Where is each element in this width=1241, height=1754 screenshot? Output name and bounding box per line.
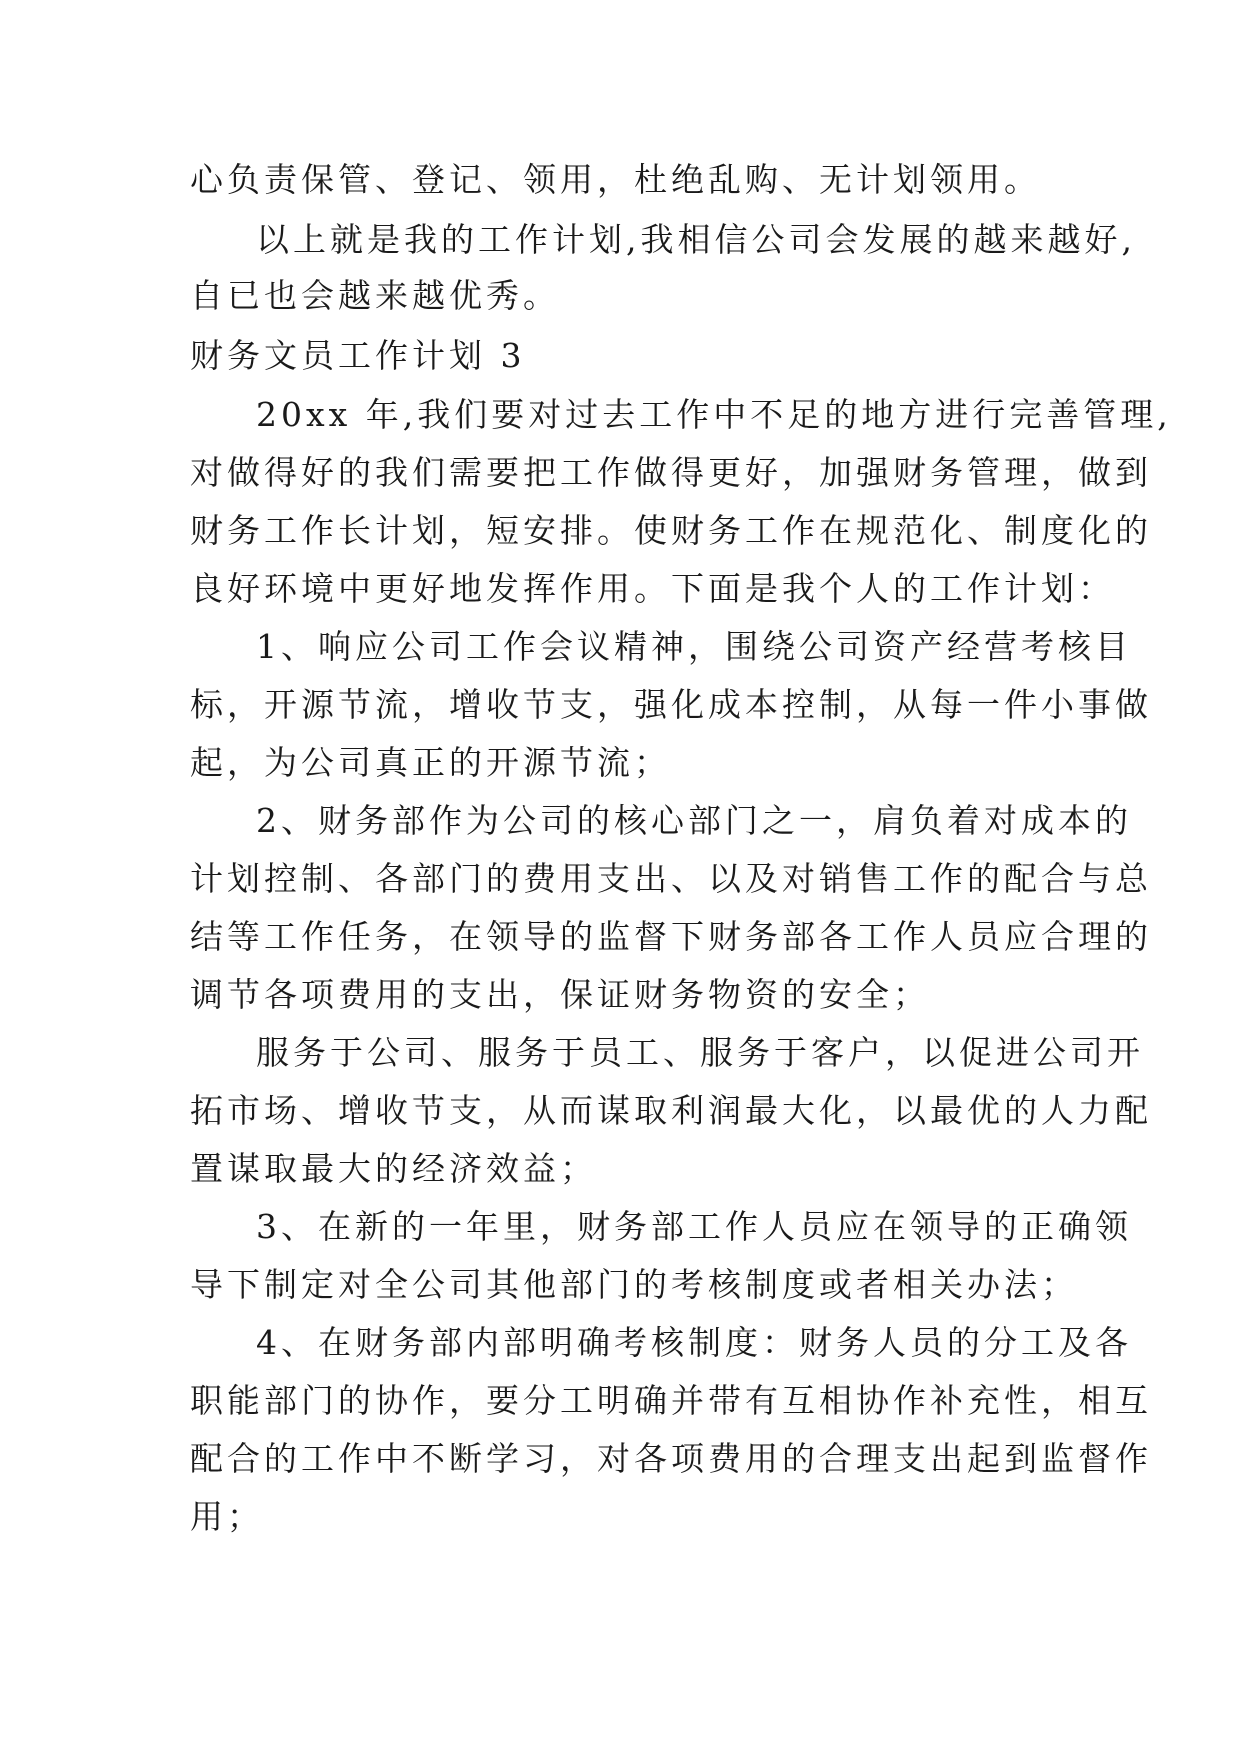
text-line: 以上就是我的工作计划,我相信公司会发展的越来越好, xyxy=(256,220,1136,259)
text-line: 心负责保管、登记、领用，杜绝乱购、无计划领用。 xyxy=(190,160,1041,199)
text-line: 财务工作长计划，短安排。使财务工作在规范化、制度化的 xyxy=(190,511,1152,550)
text-line: 20xx 年,我们要对过去工作中不足的地方进行完善管理, xyxy=(256,395,1172,434)
text-line: 配合的工作中不断学习，对各项费用的合理支出起到监督作 xyxy=(190,1439,1152,1478)
text-line: 4、在财务部内部明确考核制度：财务人员的分工及各 xyxy=(256,1323,1132,1362)
text-line: 调节各项费用的支出，保证财务物资的安全； xyxy=(190,975,930,1014)
text-line: 良好环境中更好地发挥作用。下面是我个人的工作计划： xyxy=(190,569,1115,608)
section-heading: 财务文员工作计划 3 xyxy=(190,336,526,375)
text-line: 职能部门的协作，要分工明确并带有互相协作补充性，相互 xyxy=(190,1381,1152,1420)
text-line: 导下制定对全公司其他部门的考核制度或者相关办法； xyxy=(190,1265,1078,1304)
text-line: 结等工作任务，在领导的监督下财务部各工作人员应合理的 xyxy=(190,917,1152,956)
text-line: 用； xyxy=(190,1497,264,1536)
text-line: 对做得好的我们需要把工作做得更好，加强财务管理，做到 xyxy=(190,453,1152,492)
text-line: 起，为公司真正的开源节流； xyxy=(190,743,671,782)
text-line: 1、响应公司工作会议精神，围绕公司资产经营考核目 xyxy=(256,627,1132,666)
text-line: 置谋取最大的经济效益； xyxy=(190,1149,597,1188)
text-line: 3、在新的一年里，财务部工作人员应在领导的正确领 xyxy=(256,1207,1132,1246)
text-line: 计划控制、各部门的费用支出、以及对销售工作的配合与总 xyxy=(190,859,1152,898)
text-line: 服务于公司、服务于员工、服务于客户，以促进公司开 xyxy=(256,1033,1144,1072)
text-line: 2、财务部作为公司的核心部门之一，肩负着对成本的 xyxy=(256,801,1132,840)
text-line: 标，开源节流，增收节支，强化成本控制，从每一件小事做 xyxy=(190,685,1152,724)
text-line: 拓市场、增收节支，从而谋取利润最大化，以最优的人力配 xyxy=(190,1091,1152,1130)
text-line: 自已也会越来越优秀。 xyxy=(190,276,560,315)
